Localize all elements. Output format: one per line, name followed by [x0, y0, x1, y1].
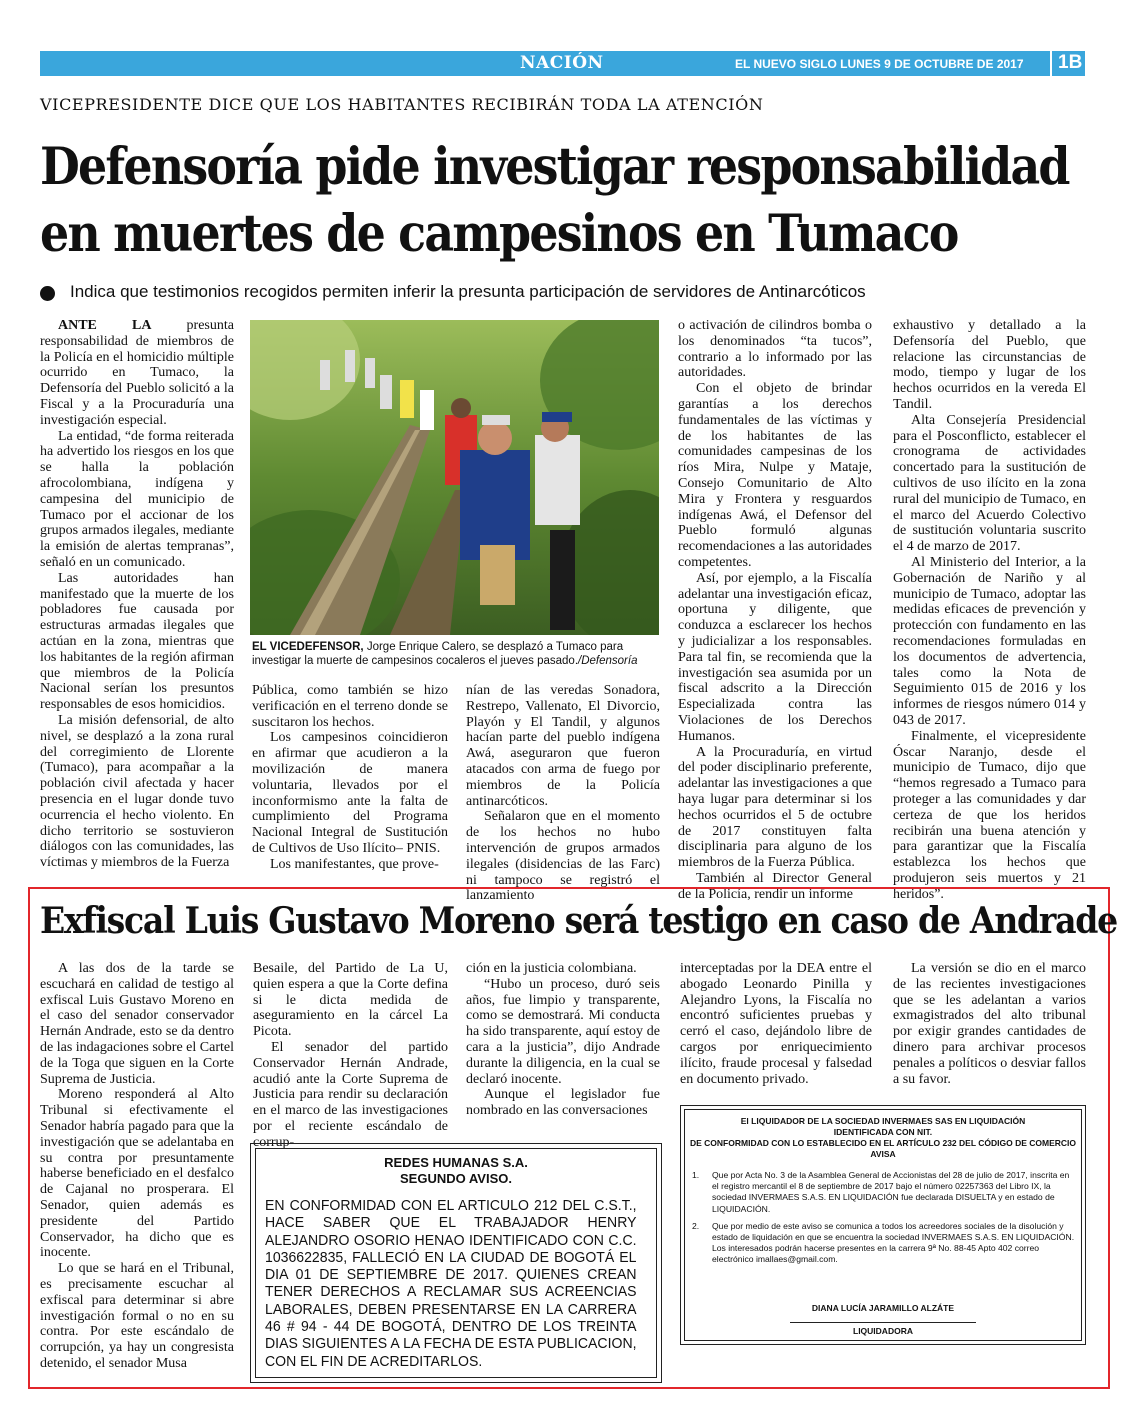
paragraph: La versión se dio en el marco de las recientes investigaciones que se les adelantan a varios exmagistrados del alto tribunal por exigir grandes cantidades de dinero para archivar procesos penales a políticos o desviar fallos a su favor. — [893, 961, 1086, 1087]
story-kicker: VICEPRESIDENTE DICE QUE LOS HABITANTES RECIBIRÁN TODA LA ATENCIÓN — [40, 95, 764, 114]
notice-subtitle: SEGUNDO AVISO. — [400, 1171, 512, 1186]
story2-column-2 — [253, 961, 448, 1151]
caption-text: Jorge Enrique Calero, se desplazó a Tumaco para investigar la muerte de campesinos cocaleros el jueves pasado. — [252, 641, 624, 667]
signer-name: DIANA LUCÍA JARAMILLO ALZÁTE — [811, 1303, 955, 1313]
list-item — [690, 1170, 1076, 1215]
paragraph: El senador del partido Conservador Hernán Andrade, acudió ante la Corte Suprema de Justicia para rendir su declaración en el marco de las investigaciones por el reciente escándalo de corrup- — [253, 1039, 448, 1150]
photo-illustration — [250, 320, 659, 635]
item-text: Que por medio de este aviso se comunica a todos los acreedores sociales de la disolución y estado de liquidación en que se encuentra la sociedad INVERMAES S.A.S. EN LIQUIDACIÓN. Los interesados podrán hacerse presentes en la carrera 9ª No. 88-45 Apto 402 correo electrónico imallaes@gmail.com. — [712, 1220, 1075, 1265]
paragraph: interceptadas por la DEA entre el abogado Leonardo Pinilla y Alejandro Lyons, la Fiscalía no encontró suficientes pruebas y cerró el caso, dejándolo libre de cargos por enriquecimiento ilícito, fraude procesal y falsedad en documento privado. — [680, 961, 872, 1087]
story2-column-3 — [466, 961, 660, 1119]
paragraph: La entidad, “de forma reiterada ha advertido los riesgos en los que se halla la población afrocolombiana, indígena y campesina del municipio de Tumaco por el accionar de los grupos armados ilegales, mediante la emisión de alertas tempranas”, señaló en un comunicado. — [40, 428, 234, 570]
story1-column-5 — [893, 318, 1086, 902]
story1-column-4 — [678, 318, 872, 902]
story2-column-1 — [40, 961, 234, 1372]
paragraph: presunta responsabilidad de miembros de la Policía en el homicidio múltiple ocurrido en Tumaco, la Defensoría del Pueblo solicitó a la Fiscal y a la Procuraduría una investigación especial. — [40, 318, 234, 428]
paragraph: Aunque el legislador fue nombrado en las conversaciones — [466, 1087, 660, 1119]
story2-column-4 — [680, 961, 872, 1087]
news-photo — [250, 320, 659, 635]
paragraph: o activación de cilindros bomba o los denominados “ta tucos”, contrario a lo informado por las autoridades. — [678, 318, 872, 381]
paragraph: A la Procuraduría, en virtud del poder disciplinario preferente, adelantar las investigaciones a que haya lugar para determinar si los hechos ocurridos el 5 de octubre de 2017 constituyen falta disciplinaria para alguno de los miembros de la Fuerza Pública. — [678, 744, 872, 871]
paragraph: Con el objeto de brindar garantías a los derechos fundamentales de las víctimas y de los habitantes de las comunidades campesinas de los ríos Mira, Nulpe y Mataje, Consejo Comunitario de Alto Mira y Frontera y resguardos indígenas Awá, el Defensor del Pueblo formuló algunas recomendaciones a las autoridades competentes. — [678, 381, 872, 570]
paragraph: Moreno responderá al Alto Tribunal si efectivamente el Senador habría pagado para que la investigación que se adelantaba en su contra por presuntamente haberse beneficiado en el desfalco de Cajanal no prosperara. El Senador, quien además es presidente del Partido Conservador, ha dicho que es inocente. — [40, 1087, 234, 1261]
paragraph: Las autoridades han manifestado que la muerte de los pobladores fue causada por estructuras armadas ilegales que actúan en la zona, mientras que los habitantes de la región afirman que miembros de la Policía Nacional serían los presuntos responsables de esos homicidios. — [40, 570, 234, 713]
notice-title-line: AVISA — [870, 1149, 896, 1159]
notice-company: REDES HUMANAS S.A. — [384, 1155, 528, 1170]
notice-title-line: IDENTIFICADA CON NIT. — [833, 1127, 933, 1137]
headline-line-2: en muertes de campesinos en Tumaco — [40, 204, 958, 264]
paragraph: Al Ministerio del Interior, a la Gobernación de Nariño y al municipio de Tumaco, adoptar las medidas eficaces de prevención y protección con fundamento en las recomendaciones formuladas en los documentos de advertencia, tales como la Nota de Seguimiento 015 de 2016 y los informes de riesgos número 014 y 043 de 2017. — [893, 554, 1086, 728]
paragraph: exhaustivo y detallado a la Defensoría del Pueblo, que relacione las circunstancias de modo, tiempo y lugar de los hechos ocurridos en la vereda El Tandil. — [893, 318, 1086, 412]
story1-column-3 — [466, 683, 660, 904]
signature-line — [790, 1322, 976, 1323]
photo-caption — [252, 640, 657, 668]
section-name: NACIÓN — [520, 53, 604, 73]
story1-column-2 — [252, 683, 448, 873]
caption-lead: EL VICEDEFENSOR, — [252, 641, 364, 653]
list-item — [690, 1221, 1076, 1266]
paragraph: nían de las veredas Sonadora, Restrepo, Vallenato, El Divorcio, Playón y El Tandil, y algunos hacían parte del pueblo indígena Awá, aseguraron que fueron atacados con arma de fuego por miembros de la Policía antinarcóticos. — [466, 683, 660, 809]
paragraph: Los campesinos coincidieron en afirmar que acudieron a la movilización de manera voluntaria, llevados por el inconformismo ante la falta de cumplimiento del Programa Nacional Integral de Sustitución de Cultivos de Uso Ilícito– PNIS. — [252, 730, 448, 856]
header-divider — [1050, 51, 1052, 76]
paragraph: Los manifestantes, que prove- — [270, 856, 439, 872]
paragraph: Así, por ejemplo, a la Fiscalía adelantar una investigación eficaz, oportuna y diligente, que conduzca a esclarecer los hechos y judicializar a los responsables. Para tal fin, se recomienda que la investigación sea asumida por un fiscal adscrito a la Dirección Especializada contra las Violaciones de los Derechos Humanos. — [678, 570, 872, 744]
story-subhead: Indica que testimonios recogidos permiten inferir la presunta participación de servidores de Antinarcóticos — [70, 282, 866, 301]
paragraph: Pública, como también se hizo verificación en el terreno donde se suscitaron los hechos. — [252, 683, 448, 730]
photo-credit: /Defensoría — [578, 655, 638, 667]
paragraph: “Hubo un proceso, duró seis años, fue limpio y transparente, como se demostrará. Mi conducta ha sido transparente, aquí estoy de cara a la justicia”, dijo Andrade durante la diligencia, en la cual se declaró inocente. — [466, 976, 660, 1087]
page-number: 1B — [1058, 52, 1083, 73]
notice-title-line: DE CONFORMIDAD CON LO ESTABLECIDO EN EL ARTÍCULO 232 DEL CÓDIGO DE COMERCIO — [690, 1138, 1076, 1148]
publication-date: EL NUEVO SIGLO LUNES 9 DE OCTUBRE DE 2017 — [735, 57, 1024, 71]
legal-notice-title — [255, 1155, 657, 1187]
headline-line-1: Defensoría pide investigar responsabilidad — [40, 137, 1069, 197]
item-number: 1. — [692, 1170, 700, 1180]
item-text: Que por Acta No. 3 de la Asamblea General de Accionistas del 28 de julio de 2017, inscrita en el registro mercantil el 8 de septiembre de 2017 bajo el número 02257363 del Libro IX, la sociedad INVERMAES S.A.S. EN LIQUIDACIÓN fue declarada DISUELTA y en estado de LIQUIDACIÓN. — [712, 1170, 1070, 1214]
paragraph: A las dos de la tarde se escuchará en calidad de testigo al exfiscal Luis Gustavo Moreno en el caso del senador conservador Hernán Andrade, esto se da dentro de las indagaciones sobre el Cartel de la Toga que siguen en la Corte Suprema de Justicia. — [40, 961, 234, 1087]
paragraph: Finalmente, el vicepresidente Óscar Naranjo, desde el municipio de Tumaco, dijo que “hemos regresado a Tumaco para proteger a las comunidades y dar certeza de que los heridos recibirán una buena atención y para garantizar que la Fiscalía establezca los hechos que produjeron seis muertos y 21 heridos”. — [893, 728, 1086, 902]
lead-words: ANTE LA — [58, 318, 152, 333]
legal-notice-title — [690, 1116, 1076, 1160]
legal-notice-body: EN CONFORMIDAD CON EL ARTICULO 212 DEL C.S.T., HACE SABER QUE EL TRABAJADOR HENRY ALEJANDRO OSORIO HENAO IDENTIFICADO CON C.C. 1036622835, FALLECIÓ EN LA CIUDAD DE BOGOTÁ EL DIA 01 DE SEPTIEMBRE DE 2017. QUIENES CREAN TENER DERECHOS A RECLAMAR SUS ACREENCIAS LABORALES, DEBEN PRESENTARSE EN LA CARRERA 46 # 94 - 44 DE BOGOTÁ, DENTRO DE LOS TREINTA DIAS SIGUIENTES A LA FECHA DE ESTA PUBLICACION, CON EL FIN DE ACREDITARLOS. — [265, 1198, 637, 1370]
paragraph: Besaile, del Partido de La U, quien espera a que la Corte defina si le dicta medida de aseguramiento en la cárcel La Picota. — [253, 961, 448, 1040]
story2-column-5 — [893, 961, 1086, 1087]
paragraph: La misión defensorial, de alto nivel, se desplazó a la zona rural del corregimiento de Llorente (Tumaco), para acompañar a la población civil afectada y hacer presencia en el lugar donde tuvo ocurrencia el hecho violento. En dicho territorio se sostuvieron diálogos con las comunidades, las víctimas y miembros de la Fuerza — [40, 712, 234, 871]
story1-column-1 — [40, 318, 234, 871]
notice-items — [690, 1170, 1076, 1272]
signer-role: LIQUIDADORA — [853, 1326, 913, 1336]
paragraph: Señalaron que en el momento de los hechos no hubo intervención de grupos armados ilegales (disidencias de las Farc) ni tampoco se registró el lanzamiento — [466, 809, 660, 904]
paragraph: También al Director General de la Policía, rendir un informe — [678, 870, 872, 902]
story2-headline: Exfiscal Luis Gustavo Moreno será testigo en caso de Andrade — [40, 900, 1117, 942]
paragraph: Lo que se hará en el Tribunal, es precisamente escuchar al exfiscal para determinar si abre investigación formal o no en su contra. Por este escándalo de corrupción, ya hay un congresista detenido, el senador Musa — [40, 1261, 234, 1371]
bullet-icon — [40, 286, 55, 301]
item-number: 2. — [692, 1220, 700, 1231]
paragraph: Alta Consejería Presidencial para el Posconflicto, establecer el cronograma de actividades concertado para la sustitución de cultivos de uso ilícito en la zona rural del municipio de Tumaco, en el marco del Acuerdo Colectivo de sustitución voluntaria suscrito el 4 de marzo de 2017. — [893, 412, 1086, 555]
paragraph: ción en la justicia colombiana. — [466, 961, 637, 976]
notice-title-line: El LIQUIDADOR DE LA SOCIEDAD INVERMAES SAS EN LIQUIDACIÓN — [740, 1116, 1026, 1126]
